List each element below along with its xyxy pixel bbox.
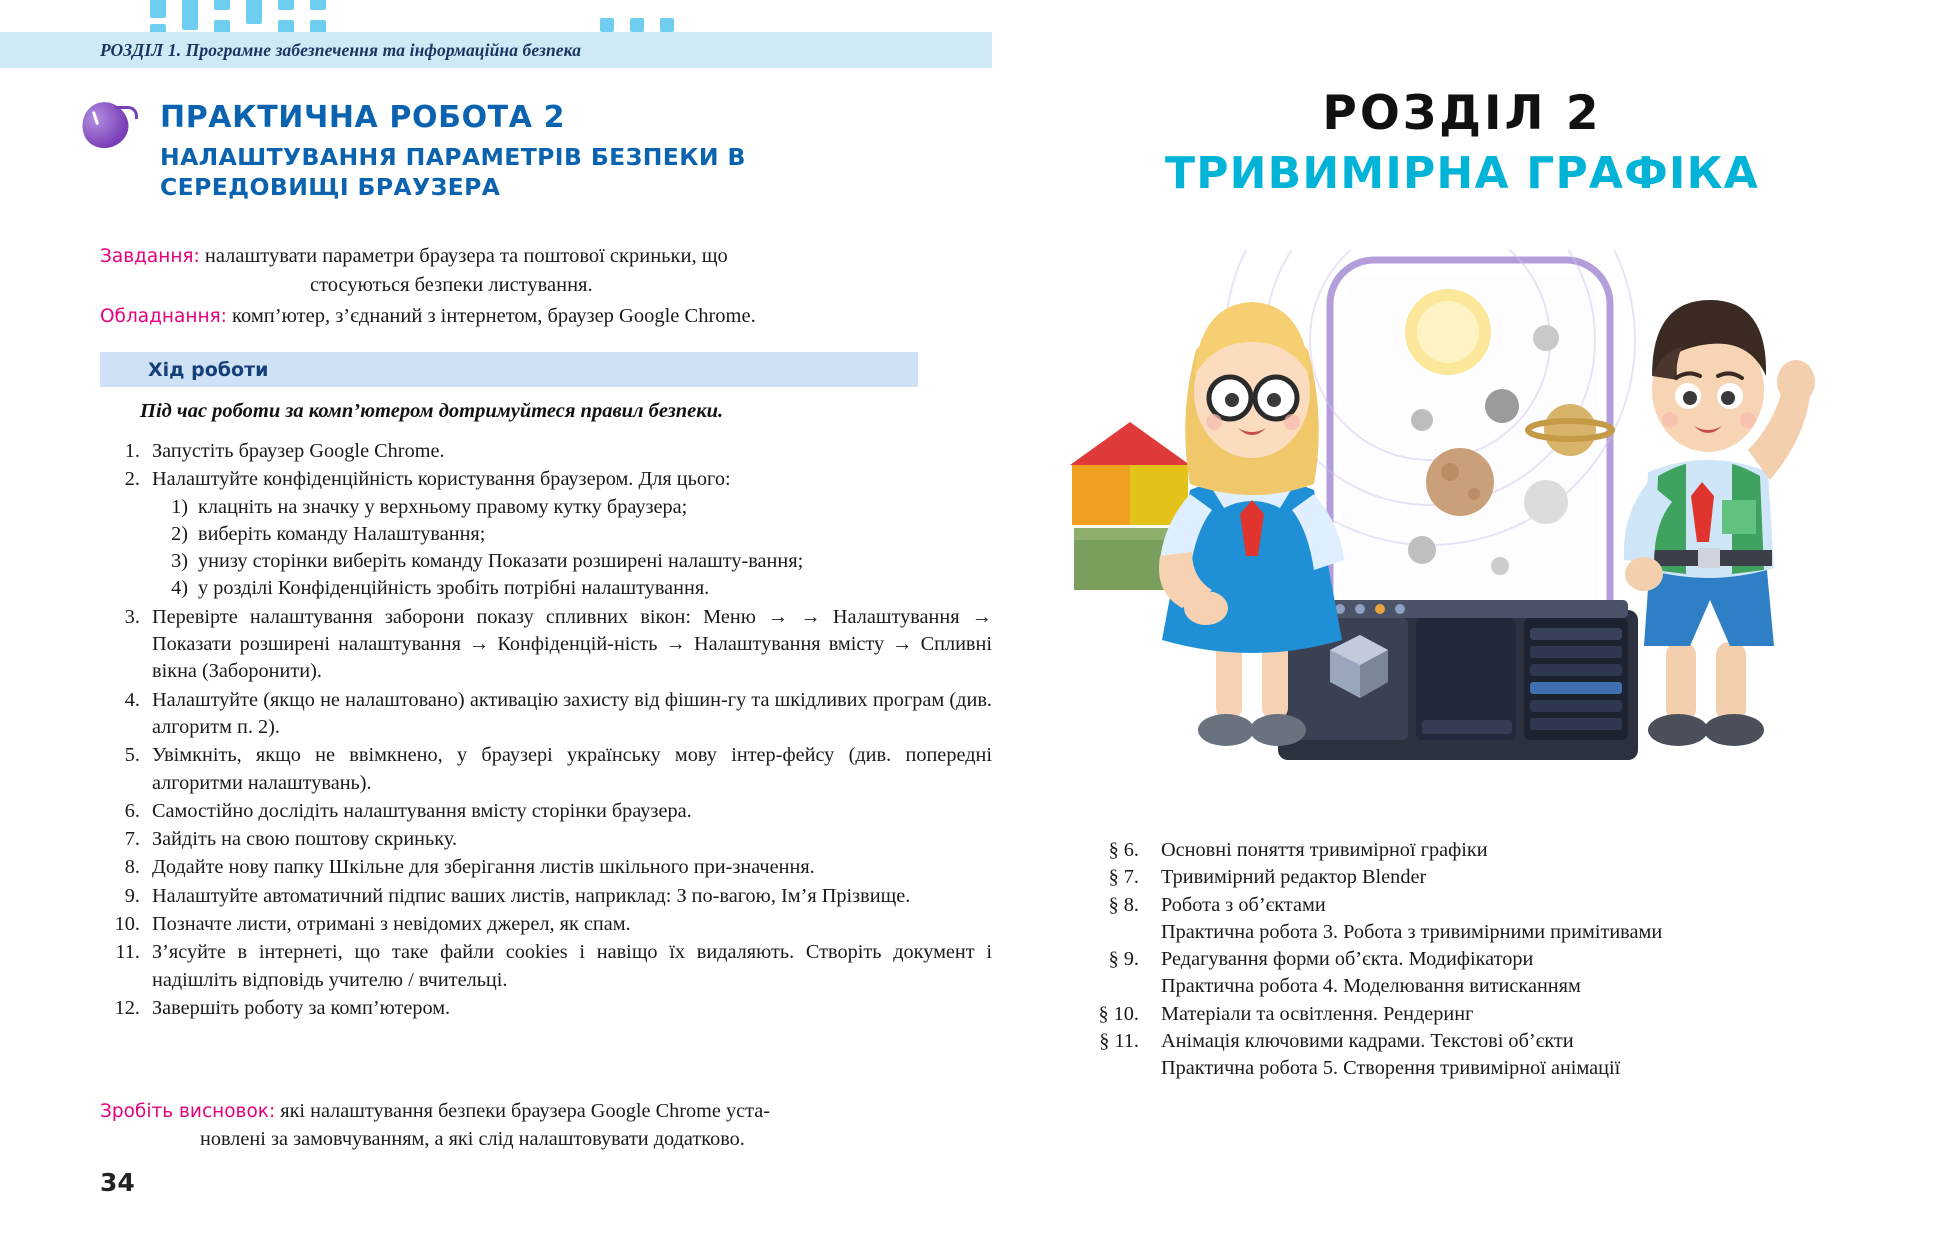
- substep-text: виберіть команду Налаштування;: [198, 522, 486, 545]
- toc-item-label: Анімація ключовими кадрами. Текстові об’єкти: [1161, 1030, 1574, 1053]
- step-text: Позначте листи, отримані з невідомих джерел, як спам.: [152, 913, 631, 936]
- step-number: 8.: [124, 856, 140, 879]
- boy-character: [1624, 300, 1815, 746]
- toc-item[interactable]: [1065, 1004, 1865, 1024]
- step-number: 5.: [124, 744, 140, 767]
- chapter-illustration: [1030, 250, 1900, 760]
- task-text: налаштувати параметри браузера та поштової скриньки, що: [204, 245, 728, 267]
- substep-item: [171, 494, 992, 521]
- step-item: [124, 438, 992, 465]
- substep-text: унизу сторінки виберіть команду Показати розширені налашту-вання;: [198, 550, 804, 573]
- step-number: 7.: [124, 828, 140, 851]
- substep-number: 4): [171, 577, 188, 600]
- practical-work-title: ПРАКТИЧНА РОБОТА 2: [160, 100, 566, 135]
- step-text: Додайте нову папку Шкільне для зберігання листів шкільного при-значення.: [152, 856, 815, 879]
- section-heading-bar: [100, 352, 918, 387]
- step-item: [124, 742, 992, 797]
- toc-item-extra[interactable]: Практична робота 4. Моделювання витисканням: [1161, 975, 1581, 998]
- step-text: Зайдіть на свою поштову скриньку.: [152, 828, 458, 851]
- conclusion-block: [100, 1098, 940, 1153]
- toc-section-number: § 9.: [1108, 948, 1139, 971]
- conclusion-label: Зробіть висновок:: [100, 1101, 276, 1122]
- step-item: [114, 911, 992, 938]
- chapter-contents-list: [1065, 840, 1865, 1086]
- toc-item-extra[interactable]: Практична робота 3. Робота з тривимірними примітивами: [1161, 920, 1663, 943]
- step-item: [115, 939, 992, 994]
- steps-list: [100, 438, 992, 1023]
- task-label: Завдання:: [100, 246, 200, 267]
- toc-item-extra[interactable]: Практична робота 5. Створення тривимірної анімації: [1161, 1057, 1621, 1080]
- step-text: Завершіть роботу за комп’ютером.: [152, 996, 451, 1019]
- task-row: [100, 242, 940, 300]
- step-number: 3.: [124, 605, 140, 628]
- step-text: Перевірте налаштування заборони показу спливних вікон: Меню → → Налаштування → Показати розширені налаштування → Конфіденцій-ність → Налаштування вмісту → Спливні вікна (Заборонити).: [152, 605, 992, 683]
- step-item: [124, 687, 992, 742]
- substep-item: [171, 521, 992, 548]
- equipment-text: комп’ютер, з’єднаний з інтернетом, браузер Google Chrome.: [232, 305, 756, 328]
- toc-section-number: § 8.: [1108, 893, 1139, 916]
- toc-item-label: Матеріали та освітлення. Рендеринг: [1161, 1002, 1474, 1025]
- step-item: [124, 826, 992, 853]
- toc-section-number: § 11.: [1099, 1030, 1139, 1053]
- work-meta: [100, 242, 940, 333]
- substep-item: [171, 575, 992, 602]
- chapter-title: ТРИВИМІРНА ГРАФІКА: [1164, 148, 1759, 199]
- toc-section-number: § 6.: [1108, 839, 1139, 861]
- toc-item[interactable]: [1065, 949, 1865, 969]
- toc-item[interactable]: [1065, 840, 1865, 860]
- toc-item-label: Редагування форми об’єкта. Модифікатори: [1161, 948, 1534, 971]
- step-number: 6.: [124, 799, 140, 822]
- conclusion-text: які налаштування безпеки браузера Google Chrome уста-: [280, 1100, 771, 1122]
- step-number: 1.: [124, 440, 140, 462]
- substep-number: 2): [171, 522, 188, 545]
- step-number: 12.: [114, 996, 140, 1019]
- safety-note: Під час роботи за комп’ютером дотримуйтеся правил безпеки.: [140, 400, 724, 422]
- right-page: [975, 0, 1949, 1240]
- step-item: [124, 604, 992, 686]
- chapter-number: РОЗДІЛ 2: [1322, 86, 1602, 141]
- step-item: [124, 854, 992, 881]
- substeps-list: [152, 494, 992, 603]
- equipment-row: [100, 302, 940, 331]
- running-head-text: РОЗДІЛ 1. Програмне забезпечення та інформаційна безпека: [100, 39, 582, 60]
- step-item: [124, 798, 992, 825]
- toc-section-number: § 10.: [1098, 1002, 1139, 1025]
- equipment-label: Обладнання:: [100, 306, 227, 328]
- toc-section-number: § 7.: [1108, 866, 1139, 889]
- step-item: [124, 883, 992, 910]
- toc-item[interactable]: [1065, 867, 1865, 887]
- step-number: 11.: [115, 941, 140, 964]
- step-text: Налаштуйте конфіденційність користування браузером. Для цього:: [152, 468, 731, 491]
- step-item: [124, 466, 992, 602]
- toc-item-label: Робота з об’єктами: [1161, 893, 1326, 916]
- toc-item-label: Основні поняття тривимірної графіки: [1161, 839, 1488, 861]
- task-text-cont: стосуються безпеки листування.: [310, 274, 593, 297]
- practical-work-subtitle: НАЛАШТУВАННЯ ПАРАМЕТРІВ БЕЗПЕКИ В СЕРЕДОВИЩІ БРАУЗЕРА: [160, 143, 746, 202]
- step-number: 4.: [124, 688, 140, 711]
- step-number: 9.: [124, 884, 140, 907]
- substep-item: [171, 548, 992, 575]
- toc-item-label: Тривимірний редактор Blender: [1161, 866, 1427, 889]
- step-text: Налаштуйте (якщо не налаштовано) активацію захисту від фішин-гу та шкідливих програм (див. алгоритм п. 2).: [152, 688, 992, 738]
- computer-mouse-icon: [82, 102, 128, 148]
- step-number: 10.: [114, 913, 140, 936]
- substep-number: 1): [171, 495, 188, 518]
- step-text: Налаштуйте автоматичний підпис ваших листів, наприклад: З по-вагою, Ім’я Прізвище.: [152, 884, 911, 907]
- page-number: 34: [100, 1168, 135, 1197]
- section-heading-text: Хід роботи: [148, 358, 269, 381]
- step-item: [114, 995, 992, 1022]
- substep-text: у розділі Конфіденційність зробіть потрібні налаштування.: [198, 577, 710, 600]
- substep-text: клацніть на значку у верхньому правому кутку браузера;: [198, 495, 688, 518]
- step-number: 2.: [124, 468, 140, 491]
- toc-item[interactable]: [1065, 895, 1865, 915]
- step-text: Увімкніть, якщо не ввімкнено, у браузері українську мову інтер-фейсу (див. попередні алгоритми налаштувань).: [152, 744, 992, 794]
- step-text: Запустіть браузер Google Chrome.: [152, 440, 445, 462]
- toc-item[interactable]: [1065, 1031, 1865, 1051]
- step-text: З’ясуйте в інтернеті, що таке файли cookies і навіщо їх видаляють. Створіть документ і надішліть відповідь учителю / вчительці.: [152, 941, 992, 991]
- conclusion-text-cont: новлені за замовчуванням, а які слід налаштовувати додатково.: [200, 1127, 745, 1150]
- substep-number: 3): [171, 550, 188, 573]
- step-text: Самостійно дослідіть налаштування вмісту сторінки браузера.: [152, 799, 692, 822]
